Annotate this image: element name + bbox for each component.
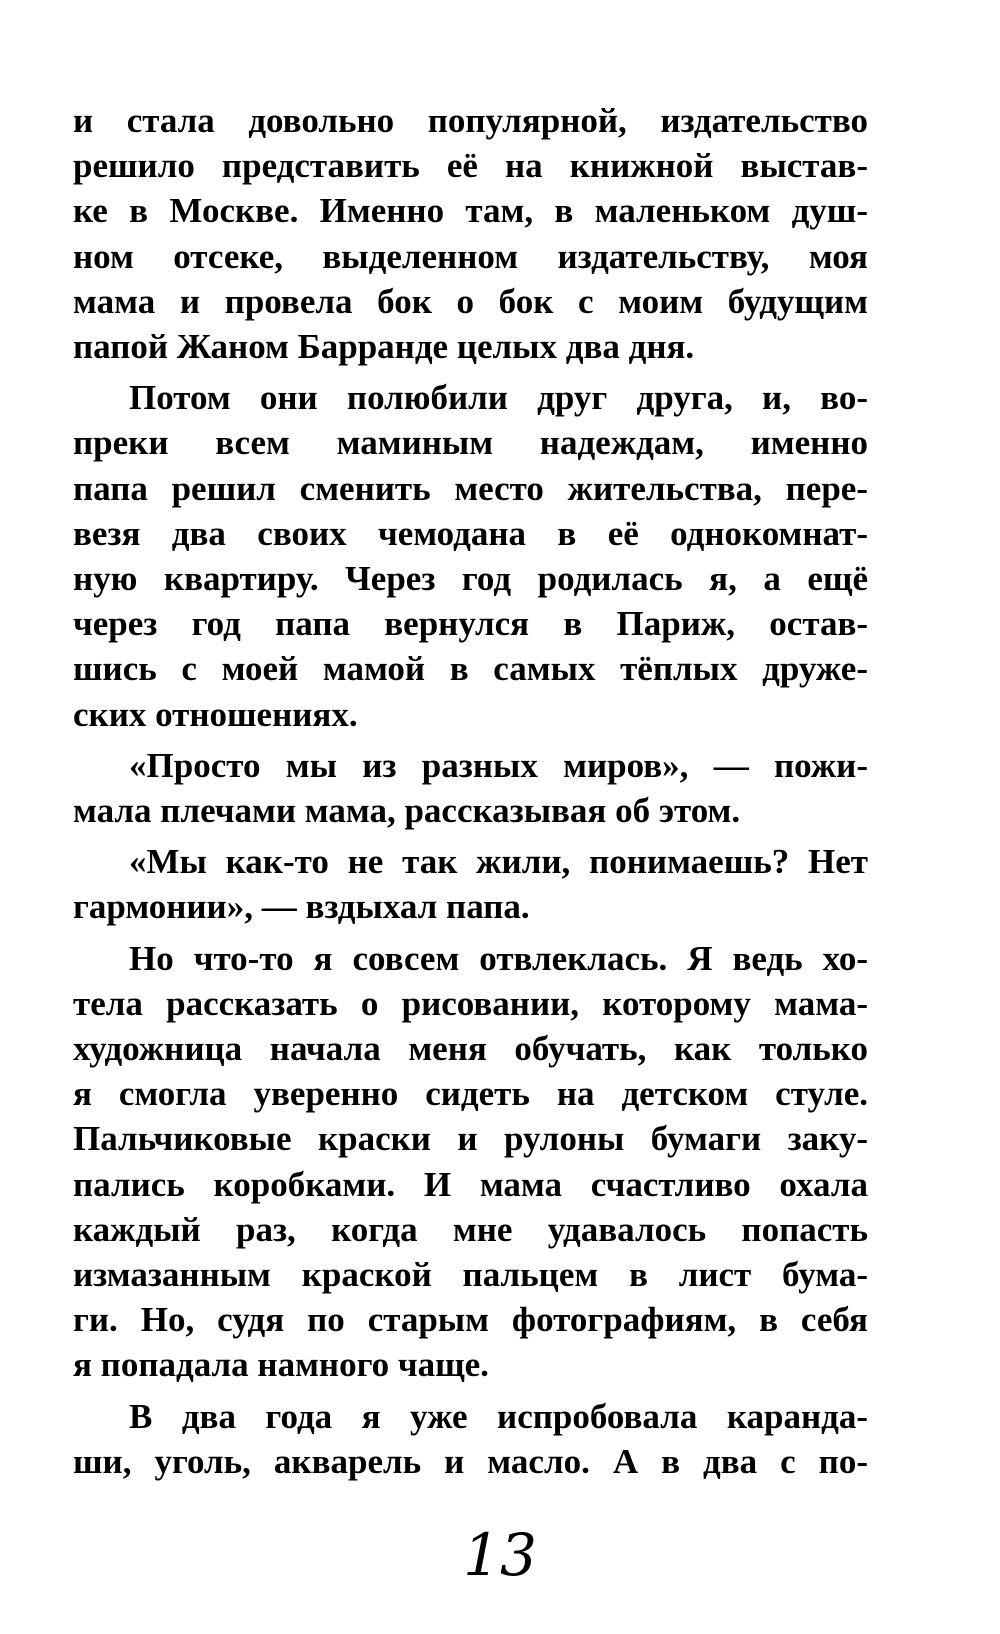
- text-line: мама и провела бок о бок с моим будущим: [73, 281, 868, 321]
- text-line: ном отсеке, выделенном издательству, моя: [73, 236, 868, 276]
- text-line: Пальчиковые краски и рулоны бумаги заку-: [73, 1119, 868, 1159]
- text-line: «Просто мы из разных миров», — пожи-: [129, 745, 868, 785]
- text-line: преки всем маминым надеждам, именно: [73, 423, 868, 463]
- text-line: гармонии», — вздыхал папа.: [73, 887, 530, 927]
- paragraph-1: [73, 98, 868, 369]
- text-line: ги. Но, судя по старым фотографиям, в себя: [73, 1300, 868, 1340]
- text-line: пались коробками. И мама счастливо охала: [73, 1164, 868, 1204]
- paragraph-2: [73, 375, 868, 737]
- text-line: «Мы как-то не так жили, понимаешь? Нет: [129, 842, 868, 882]
- text-line: тела рассказать о рисовании, которому мама-: [73, 983, 868, 1023]
- paragraph-5: [73, 936, 868, 1388]
- text-line: папа решил сменить место жительства, пере-: [73, 468, 868, 508]
- text-line: шись с моей мамой в самых тёплых друже-: [73, 649, 868, 689]
- text-line: ную квартиру. Через год родилась я, а ещё: [73, 559, 868, 599]
- text-line: мала плечами мама, рассказывая об этом.: [73, 791, 741, 831]
- text-line: ке в Москве. Именно там, в маленьком душ-: [73, 191, 868, 231]
- body-text: [73, 98, 868, 1490]
- text-line: везя два своих чемодана в её однокомнат-: [73, 513, 868, 553]
- page-number: 13: [463, 1521, 537, 1589]
- text-line: я попадала намного чаще.: [73, 1345, 489, 1385]
- text-line: художница начала меня обучать, как только: [73, 1029, 868, 1069]
- text-line: папой Жаном Барранде целых два дня.: [73, 327, 695, 367]
- text-line: В два года я уже испробовала каранда-: [129, 1396, 868, 1436]
- text-line: Но что-то я совсем отвлеклась. Я ведь хо-: [129, 938, 868, 978]
- text-line: Потом они полюбили друг друга, и, во-: [129, 378, 868, 418]
- paragraph-4: [73, 839, 868, 929]
- text-line: через год папа вернулся в Париж, остав-: [73, 604, 868, 644]
- text-line: измазанным краской пальцем в лист бума-: [73, 1255, 868, 1295]
- paragraph-3: [73, 743, 868, 833]
- text-line: и стала довольно популярной, издательство: [73, 101, 868, 140]
- paragraph-6: [73, 1394, 868, 1484]
- text-line: ши, уголь, акварель и масло. А в два с по-: [73, 1441, 868, 1481]
- text-line: каждый раз, когда мне удавалось попасть: [73, 1209, 868, 1249]
- text-line: решило представить её на книжной выстав-: [73, 146, 868, 186]
- text-line: я смогла уверенно сидеть на детском стуле.: [73, 1074, 868, 1114]
- text-line: ских отношениях.: [73, 694, 358, 734]
